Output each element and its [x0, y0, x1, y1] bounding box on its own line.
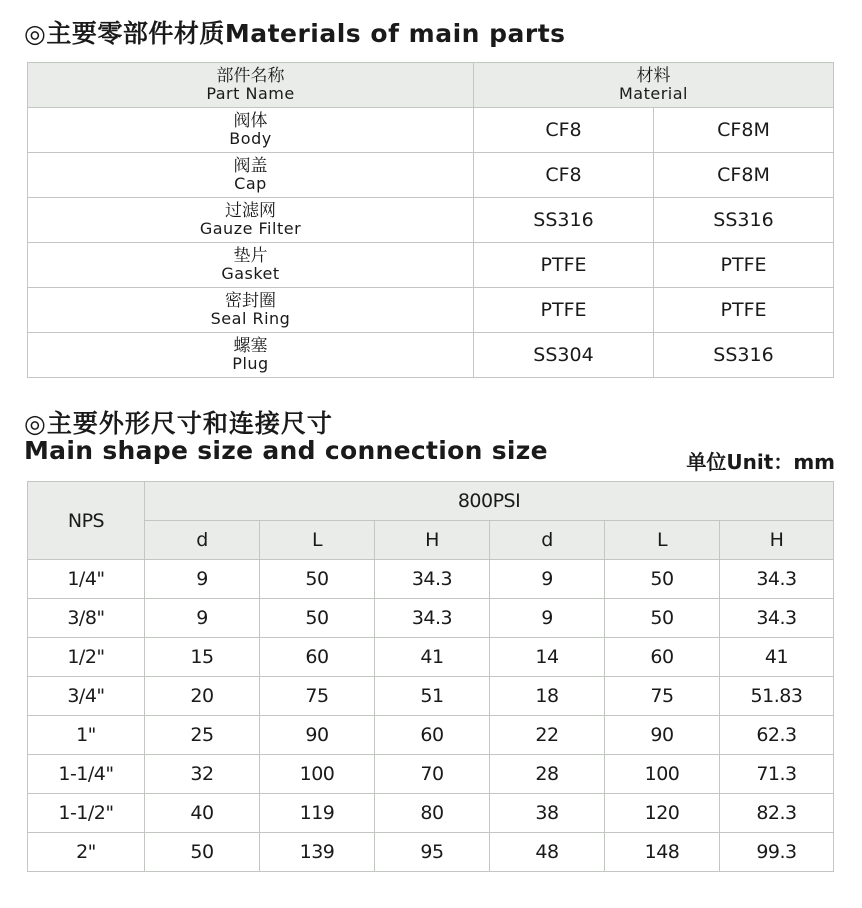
- dimension-value-cell: 50: [260, 560, 375, 599]
- dimension-row: [28, 560, 834, 599]
- dimension-value-cell: 18: [490, 677, 605, 716]
- dimension-value-cell: 60: [375, 716, 490, 755]
- nps-size-cell: 3/8": [28, 599, 145, 638]
- dimension-row: [28, 638, 834, 677]
- part-name-header-en: Part Name: [206, 83, 295, 103]
- material-row: [28, 108, 834, 153]
- dimension-column-header: L: [260, 521, 375, 560]
- dimension-value-cell: 9: [490, 599, 605, 638]
- dimension-value-cell: 40: [145, 794, 260, 833]
- dimension-value-cell: 139: [260, 833, 375, 872]
- part-name-cell: [28, 198, 474, 243]
- dimension-value-cell: 50: [260, 599, 375, 638]
- nps-header: NPS: [28, 482, 145, 560]
- dimension-value-cell: 51: [375, 677, 490, 716]
- dimension-value-cell: 38: [490, 794, 605, 833]
- dimensions-table: [27, 481, 834, 872]
- part-name-cell: [28, 153, 474, 198]
- material-cell: SS316: [654, 333, 834, 378]
- dimension-value-cell: 50: [605, 599, 720, 638]
- dimension-column-header: d: [490, 521, 605, 560]
- material-cell: SS304: [474, 333, 654, 378]
- dimension-value-cell: 82.3: [720, 794, 834, 833]
- part-name-header: [28, 63, 474, 108]
- dimension-row: [28, 755, 834, 794]
- nps-size-cell: 1-1/4": [28, 755, 145, 794]
- dimension-value-cell: 48: [490, 833, 605, 872]
- material-cell: CF8: [474, 153, 654, 198]
- nps-size-cell: 1-1/2": [28, 794, 145, 833]
- nps-size-cell: 1": [28, 716, 145, 755]
- part-name-en: Body: [229, 128, 272, 148]
- dimension-value-cell: 50: [605, 560, 720, 599]
- dimension-value-cell: 32: [145, 755, 260, 794]
- part-name-en: Seal Ring: [210, 308, 291, 328]
- pressure-class-header: 800PSI: [145, 482, 834, 521]
- material-row: [28, 153, 834, 198]
- unit-label: 单位Unit：mm: [686, 450, 835, 474]
- dimension-value-cell: 62.3: [720, 716, 834, 755]
- dimension-value-cell: 9: [145, 560, 260, 599]
- material-cell: PTFE: [474, 288, 654, 333]
- material-header-cn: 材料: [636, 65, 671, 86]
- dimension-value-cell: 100: [605, 755, 720, 794]
- nps-size-cell: 2": [28, 833, 145, 872]
- dimension-value-cell: 80: [375, 794, 490, 833]
- dimension-value-cell: 41: [720, 638, 834, 677]
- material-cell: SS316: [474, 198, 654, 243]
- dimension-column-header: d: [145, 521, 260, 560]
- part-name-en: Plug: [232, 353, 269, 373]
- dimension-value-cell: 20: [145, 677, 260, 716]
- nps-size-cell: 1/4": [28, 560, 145, 599]
- dimension-value-cell: 41: [375, 638, 490, 677]
- part-name-en: Cap: [234, 173, 267, 193]
- part-name-cn: 过滤网: [225, 200, 276, 221]
- material-row: [28, 288, 834, 333]
- dimension-columns-row: [28, 521, 834, 560]
- part-name-cn: 密封圈: [225, 290, 276, 311]
- dimensions-title-cn: ◎主要外形尺寸和连接尺寸: [24, 409, 333, 438]
- dimension-row: [28, 716, 834, 755]
- dimension-row: [28, 599, 834, 638]
- dimension-value-cell: 60: [605, 638, 720, 677]
- material-header-en: Material: [619, 83, 688, 103]
- dimension-value-cell: 9: [490, 560, 605, 599]
- dimension-value-cell: 34.3: [720, 599, 834, 638]
- material-cell: CF8: [474, 108, 654, 153]
- material-row: [28, 198, 834, 243]
- nps-size-cell: 1/2": [28, 638, 145, 677]
- dimension-value-cell: 15: [145, 638, 260, 677]
- dimension-value-cell: 22: [490, 716, 605, 755]
- part-name-cell: [28, 288, 474, 333]
- dimension-value-cell: 51.83: [720, 677, 834, 716]
- dimension-row: [28, 794, 834, 833]
- dimension-value-cell: 75: [605, 677, 720, 716]
- part-name-cn: 垫片: [233, 245, 268, 266]
- materials-title: ◎主要零部件材质Materials of main parts: [24, 19, 566, 48]
- dimension-value-cell: 60: [260, 638, 375, 677]
- dimension-value-cell: 34.3: [720, 560, 834, 599]
- dimension-value-cell: 9: [145, 599, 260, 638]
- pressure-header-row: [28, 482, 834, 521]
- dimension-value-cell: 34.3: [375, 599, 490, 638]
- dimension-value-cell: 25: [145, 716, 260, 755]
- materials-header-row: [28, 63, 834, 108]
- part-name-cn: 阀盖: [233, 155, 268, 176]
- material-header: [474, 63, 834, 108]
- part-name-en: Gauze Filter: [199, 218, 302, 238]
- dimension-value-cell: 75: [260, 677, 375, 716]
- part-name-en: Gasket: [221, 263, 280, 283]
- dimension-column-header: H: [375, 521, 490, 560]
- dimension-value-cell: 71.3: [720, 755, 834, 794]
- dimension-column-header: H: [720, 521, 834, 560]
- material-cell: SS316: [654, 198, 834, 243]
- dimension-column-header: L: [605, 521, 720, 560]
- materials-table: [27, 62, 834, 378]
- dimension-value-cell: 120: [605, 794, 720, 833]
- dimension-value-cell: 148: [605, 833, 720, 872]
- dimension-value-cell: 70: [375, 755, 490, 794]
- material-cell: CF8M: [654, 108, 834, 153]
- dimension-value-cell: 90: [605, 716, 720, 755]
- material-row: [28, 333, 834, 378]
- part-name-cn: 阀体: [233, 110, 268, 131]
- part-name-cell: [28, 108, 474, 153]
- dimension-value-cell: 50: [145, 833, 260, 872]
- dimension-value-cell: 119: [260, 794, 375, 833]
- material-cell: CF8M: [654, 153, 834, 198]
- material-row: [28, 243, 834, 288]
- part-name-cell: [28, 333, 474, 378]
- dimension-value-cell: 99.3: [720, 833, 834, 872]
- part-name-header-cn: 部件名称: [216, 65, 285, 86]
- part-name-cn: 螺塞: [233, 335, 268, 356]
- dimension-row: [28, 677, 834, 716]
- dimensions-title-en: Main shape size and connection size: [24, 436, 548, 465]
- dimension-value-cell: 14: [490, 638, 605, 677]
- material-cell: PTFE: [654, 288, 834, 333]
- dimension-value-cell: 34.3: [375, 560, 490, 599]
- dimension-value-cell: 95: [375, 833, 490, 872]
- dimension-value-cell: 28: [490, 755, 605, 794]
- nps-size-cell: 3/4": [28, 677, 145, 716]
- dimension-value-cell: 90: [260, 716, 375, 755]
- material-cell: PTFE: [654, 243, 834, 288]
- part-name-cell: [28, 243, 474, 288]
- dimension-value-cell: 100: [260, 755, 375, 794]
- dimension-row: [28, 833, 834, 872]
- material-cell: PTFE: [474, 243, 654, 288]
